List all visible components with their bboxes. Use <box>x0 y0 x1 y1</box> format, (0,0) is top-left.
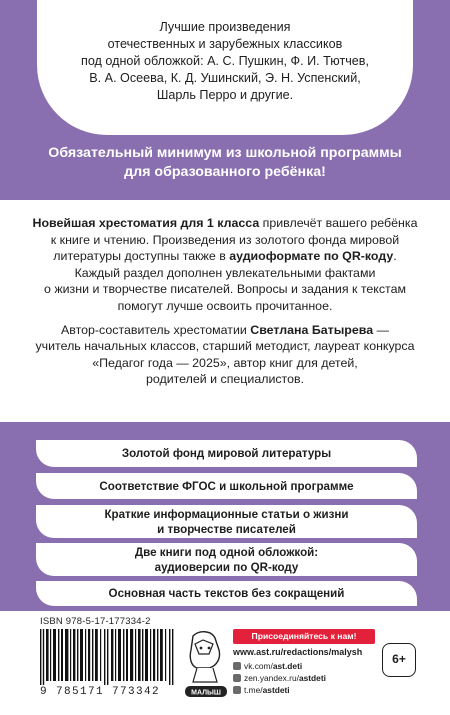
intro-line: Шарль Перро и другие. <box>156 88 294 102</box>
author-name: Светлана Батырева <box>250 322 374 337</box>
social-text <box>244 685 290 695</box>
feature-label: Две книги под одной обложкой: <box>134 545 319 559</box>
website-link[interactable]: www.ast.ru/redactions/malysh <box>233 647 363 657</box>
social-handle: astdeti <box>298 673 326 683</box>
barcode-icon <box>40 629 175 685</box>
social-handle: astdeti <box>262 685 290 695</box>
text-phrase: — <box>373 322 389 337</box>
barcode-digits: 9 785171 773342 <box>40 686 161 698</box>
social-prefix: vk.com/ <box>244 661 273 671</box>
text-phrase: . <box>393 249 397 264</box>
author-line: родителей и специалистов. <box>145 372 305 387</box>
headline-line: для образованного ребёнка! <box>124 164 326 180</box>
feature-label: и творчестве писателей <box>157 522 296 536</box>
social-text <box>244 673 326 683</box>
description-line: к книге и чтению. Произведения из золотого фонда мировой <box>50 232 400 247</box>
social-vk[interactable] <box>233 661 302 671</box>
social-handle: ast.deti <box>272 661 303 671</box>
feature-label: Краткие информационные статьи о жизни <box>104 507 349 521</box>
intro-line: В. А. Осеева, К. Д. Ушинский, Э. Н. Успенский, <box>89 71 361 85</box>
telegram-icon <box>233 686 241 694</box>
feature-label: Соответствие ФГОС и школьной программе <box>99 479 354 493</box>
feature-pill <box>36 473 417 499</box>
feature-pill <box>36 440 417 467</box>
bold-phrase: Новейшая хрестоматия для 1 класса <box>32 216 260 230</box>
intro-card <box>37 0 413 135</box>
description-line <box>0 248 450 265</box>
description-band <box>0 200 450 422</box>
description-line: Каждый раздел дополнен увлекательными фактами <box>74 265 376 280</box>
social-telegram[interactable] <box>233 685 290 695</box>
author-line: «Педагог года — 2025», автор книг для детей, <box>92 355 358 370</box>
headline <box>0 144 450 182</box>
social-zen[interactable] <box>233 673 326 683</box>
paragraph-gap <box>0 315 450 322</box>
description-line <box>0 215 450 232</box>
feature-pill <box>36 505 417 538</box>
malysh-logo-icon <box>183 628 229 700</box>
join-us-banner: Присоединяйтесь к нам! <box>233 629 375 644</box>
intro-line: Лучшие произведения <box>159 20 291 34</box>
age-rating-badge: 6+ <box>382 643 416 677</box>
logo-text: МАЛЫШ <box>191 689 221 697</box>
text-phrase: привлечёт вашего ребёнка <box>259 216 418 230</box>
author-line <box>0 322 450 339</box>
feature-label: аудиоверсии по QR-коду <box>154 560 299 574</box>
intro-line: под одной обложкой: А. С. Пушкин, Ф. И. Тютчев, <box>81 54 369 68</box>
isbn: ISBN 978-5-17-177334-2 <box>40 616 151 627</box>
text-phrase: литературы доступны также в <box>53 249 230 264</box>
feature-pill <box>36 581 417 606</box>
description-line: помогут лучше освоить прочитанное. <box>117 298 333 313</box>
feature-pill <box>36 543 417 576</box>
social-text <box>244 661 302 671</box>
headline-line: Обязательный минимум из школьной программы <box>48 145 402 161</box>
bold-phrase: аудиоформате по QR-коду <box>229 249 394 264</box>
feature-label: Основная часть текстов без сокращений <box>108 587 345 600</box>
intro-line: отечественных и зарубежных классиков <box>107 37 343 51</box>
author-line: учитель начальных классов, старший методист, лауреат конкурса <box>35 339 415 354</box>
zen-icon <box>233 674 241 682</box>
text-phrase: Автор-составитель хрестоматии <box>61 322 251 337</box>
feature-label: Золотой фонд мировой литературы <box>121 447 332 460</box>
social-prefix: zen.yandex.ru/ <box>244 673 299 683</box>
vk-icon <box>233 662 241 670</box>
description-line: о жизни и творчестве писателей. Вопросы и задания к текстам <box>44 282 406 297</box>
social-prefix: t.me/ <box>244 685 263 695</box>
